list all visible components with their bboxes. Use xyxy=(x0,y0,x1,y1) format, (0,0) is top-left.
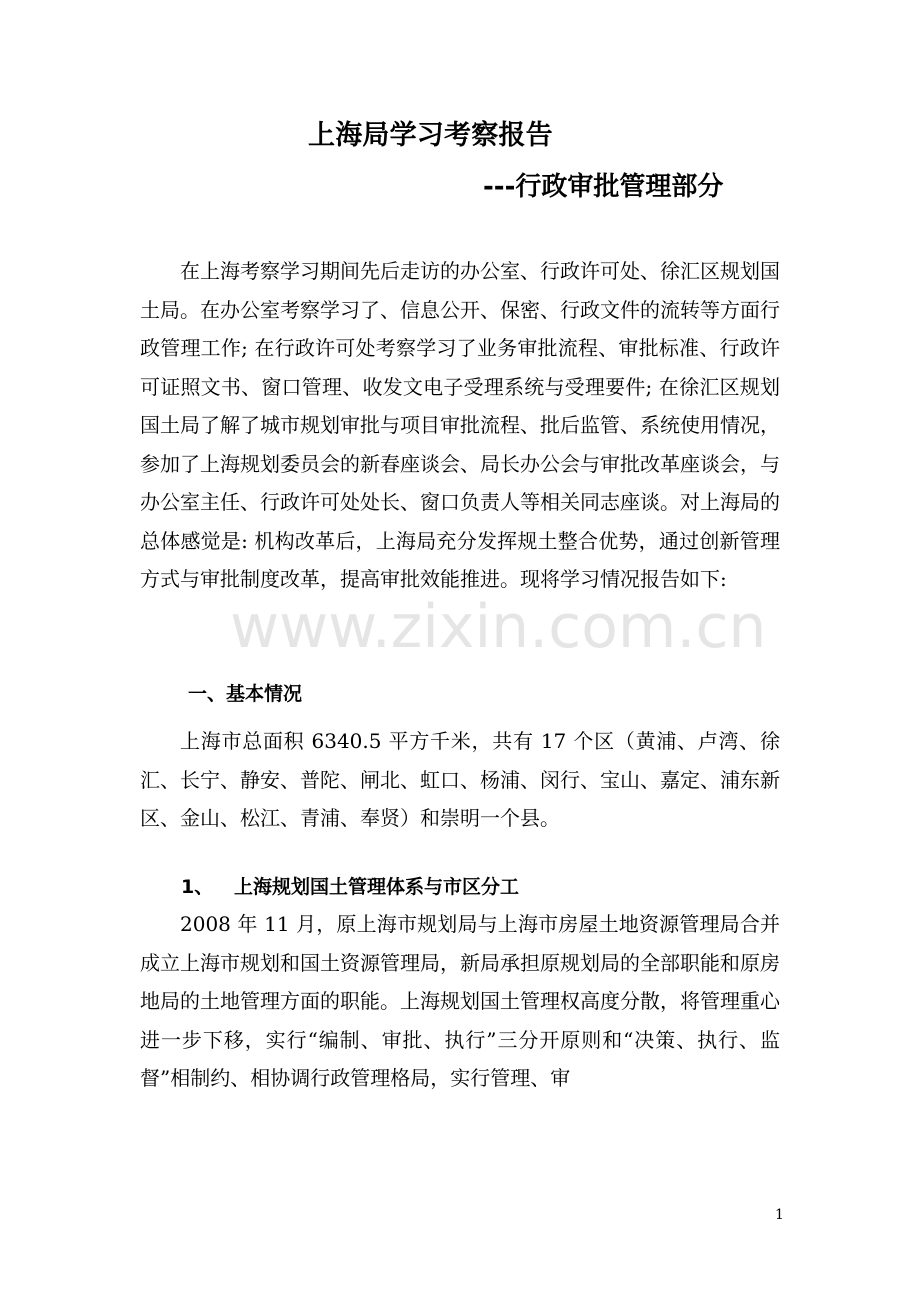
section-heading-basic-info: 一、基本情况 xyxy=(188,683,303,705)
subsection-title: 上海规划国土管理体系与市区分工 xyxy=(234,876,520,898)
subsection-heading-1 xyxy=(181,868,519,906)
site-watermark: www.zixin.com.cn xyxy=(230,592,767,662)
body-paragraph-3: 2008 年 11 月，原上海市规划局与上海市房屋土地资源管理局合并成立上海市规划和国土资源管理局，新局承担原规划局的全部职能和原房地局的土地管理方面的职能。上海规划国土管理权高度分散，将管理重心进一步下移，实行“编制、审批、执行”三分开原则和“决策、执行、监督”相制约、相协调行政管理格局，实行管理、审 xyxy=(140,912,780,1090)
subsection-number: 1、 xyxy=(181,876,214,898)
body-paragraph-1: 在上海考察学习期间先后走访的办公室、行政许可处、徐汇区规划国土局。在办公室考察学习了、信息公开、保密、行政文件的流转等方面行政管理工作; 在行政许可处考察学习了业务审批流程、审批标准、行政许可证照文书、窗口管理、收发文电子受理系统与受理要件; 在徐汇区规划国土局了解了城市规划审批与项目审批流程、批后监管、系统使用情况，参加了上海规划委员会的新春座谈会、局长办公会与审批改革座谈会，与办公室主任、行政许可处处长、窗口负责人等相关同志座谈。对上海局的总体感觉是: 机构改革后，上海局充分发挥规土整合优势，通过创新管理方式与审批制度改革，提高审批效能推进。现将学习情况报告如下: xyxy=(140,259,780,591)
document-title: 上海局学习考察报告 xyxy=(308,120,553,151)
document-subtitle: ---行政审批管理部分 xyxy=(483,172,724,202)
page-number: 1 xyxy=(775,1207,784,1223)
body-paragraph-2: 上海市总面积 6340.5 平方千米，共有 17 个区（黄浦、卢湾、徐汇、长宁、静安、普陀、闸北、虹口、杨浦、闵行、宝山、嘉定、浦东新区、金山、松江、青浦、奉贤）和崇明一个县。 xyxy=(140,729,780,830)
